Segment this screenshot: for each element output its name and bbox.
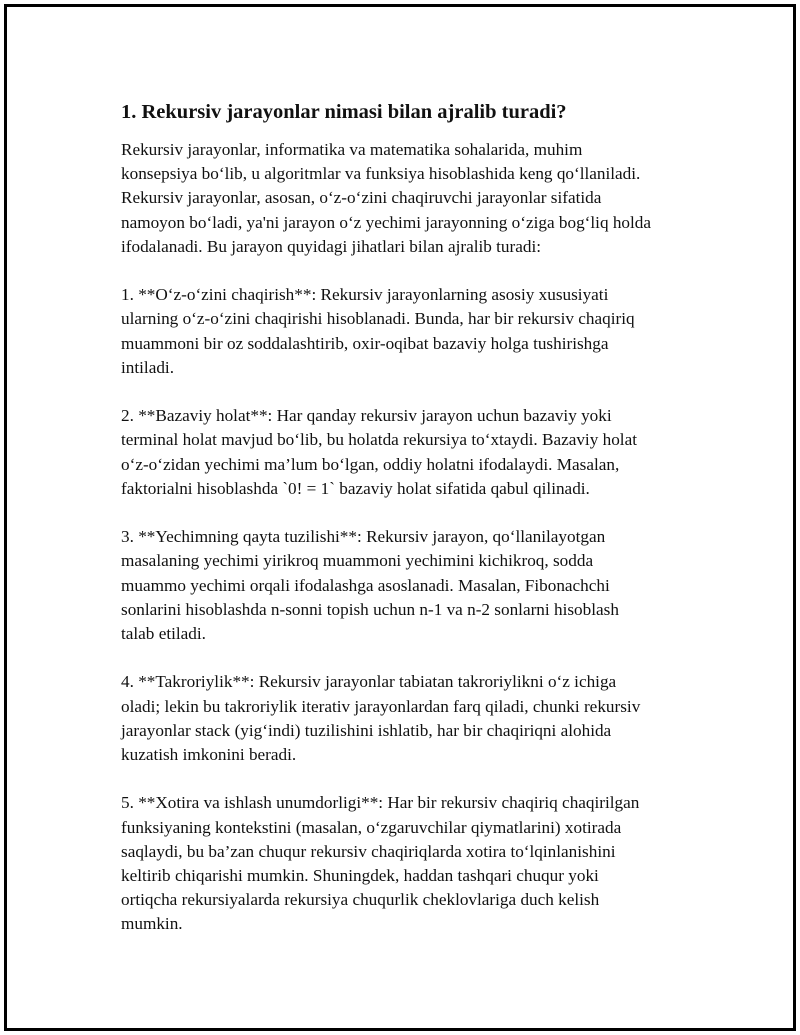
text-line: 3. **Yechimning qayta tuzilishi**: Rekursiv jarayon, qo‘llanilayotgan bbox=[121, 527, 606, 547]
text-line: Rekursiv jarayonlar, informatika va matematika sohalarida, muhim bbox=[121, 140, 583, 159]
text-line: 5. **Xotira va ishlash unumdorligi**: Har bir rekursiv chaqiriq chaqirilgan bbox=[121, 793, 640, 813]
text-line: 4. **Takroriylik**: Rekursiv jarayonlar tabiatan takroriylikni o‘z ichiga bbox=[121, 672, 617, 692]
text-line: muammoni bir oz soddalashtirib, oxir-oqibat bazaviy holga tushirishga bbox=[121, 333, 609, 353]
text-line: ifodalanadi. Bu jarayon quyidagi jihatlari bilan ajralib turadi: bbox=[121, 236, 542, 256]
text-line: terminal holat mavjud bo‘lib, bu holatda rekursiya to‘xtaydi. Bazaviy holat bbox=[121, 430, 637, 450]
paragraph-item-1 bbox=[121, 283, 701, 380]
paragraph-item-3 bbox=[121, 525, 701, 646]
document-body bbox=[121, 98, 701, 961]
paragraph-item-4 bbox=[121, 670, 701, 767]
text-line: talab etiladi. bbox=[121, 624, 206, 644]
text-line: keltirib chiqarishi mumkin. Shuningdek, haddan tashqari chuqur yoki bbox=[121, 866, 599, 886]
text-line: Rekursiv jarayonlar, asosan, o‘z-o‘zini chaqiruvchi jarayonlar sifatida bbox=[121, 188, 602, 208]
paragraph-item-2 bbox=[121, 404, 701, 501]
text-line: konsepsiya bo‘lib, u algoritmlar va funksiya hisoblashida keng qo‘llaniladi. bbox=[121, 164, 641, 184]
text-line: mumkin. bbox=[121, 914, 183, 934]
paragraph-item-5 bbox=[121, 791, 701, 936]
text-line: intiladi. bbox=[121, 357, 174, 377]
text-line: o‘z-o‘zidan yechimi ma’lum bo‘lgan, oddiy holatni ifodalaydi. Masalan, bbox=[121, 454, 620, 474]
text-line: saqlaydi, bu ba’zan chuqur rekursiv chaqiriqlarda xotira to‘lqinlanishini bbox=[121, 841, 616, 861]
text-line: kuzatish imkonini beradi. bbox=[121, 745, 297, 765]
text-line: namoyon bo‘ladi, ya'ni jarayon o‘z yechimi jarayonning o‘ziga bog‘liq holda bbox=[121, 212, 652, 232]
text-line: sonlarini hisoblashda n-sonni topish uchun n-1 va n-2 sonlarni hisoblash bbox=[121, 599, 619, 619]
page-frame bbox=[4, 4, 796, 1031]
text-line: muammo yechimi orqali ifodalashga asoslanadi. Masalan, Fibonachchi bbox=[121, 575, 610, 595]
text-line: 2. **Bazaviy holat**: Har qanday rekursiv jarayon uchun bazaviy yoki bbox=[121, 406, 612, 426]
text-line: oladi; lekin bu takroriylik iterativ jarayonlardan farq qiladi, chunki rekursiv bbox=[121, 696, 641, 716]
paragraph-intro bbox=[121, 138, 701, 259]
document-title: 1. Rekursiv jarayonlar nimasi bilan ajralib turadi? bbox=[121, 101, 567, 123]
text-line: ortiqcha rekursiyalarda rekursiya chuqurlik cheklovlariga duch kelish bbox=[121, 890, 600, 910]
text-line: jarayonlar stack (yig‘indi) tuzilishini ishlatib, har bir chaqiriqni alohida bbox=[121, 720, 612, 740]
text-line: masalaning yechimi yirikroq muammoni yechimini kichikroq, sodda bbox=[121, 551, 594, 571]
text-line: funksiyaning kontekstini (masalan, o‘zgaruvchilar qiymatlarini) xotirada bbox=[121, 817, 622, 837]
text-line: 1. **O‘z-o‘zini chaqirish**: Rekursiv jarayonlarning asosiy xususiyati bbox=[121, 285, 609, 305]
text-line: ularning o‘z-o‘zini chaqirishi hisoblanadi. Bunda, har bir rekursiv chaqiriq bbox=[121, 309, 635, 329]
text-line: faktorialni hisoblashda `0! = 1` bazaviy holat sifatida qabul qilinadi. bbox=[121, 478, 590, 498]
